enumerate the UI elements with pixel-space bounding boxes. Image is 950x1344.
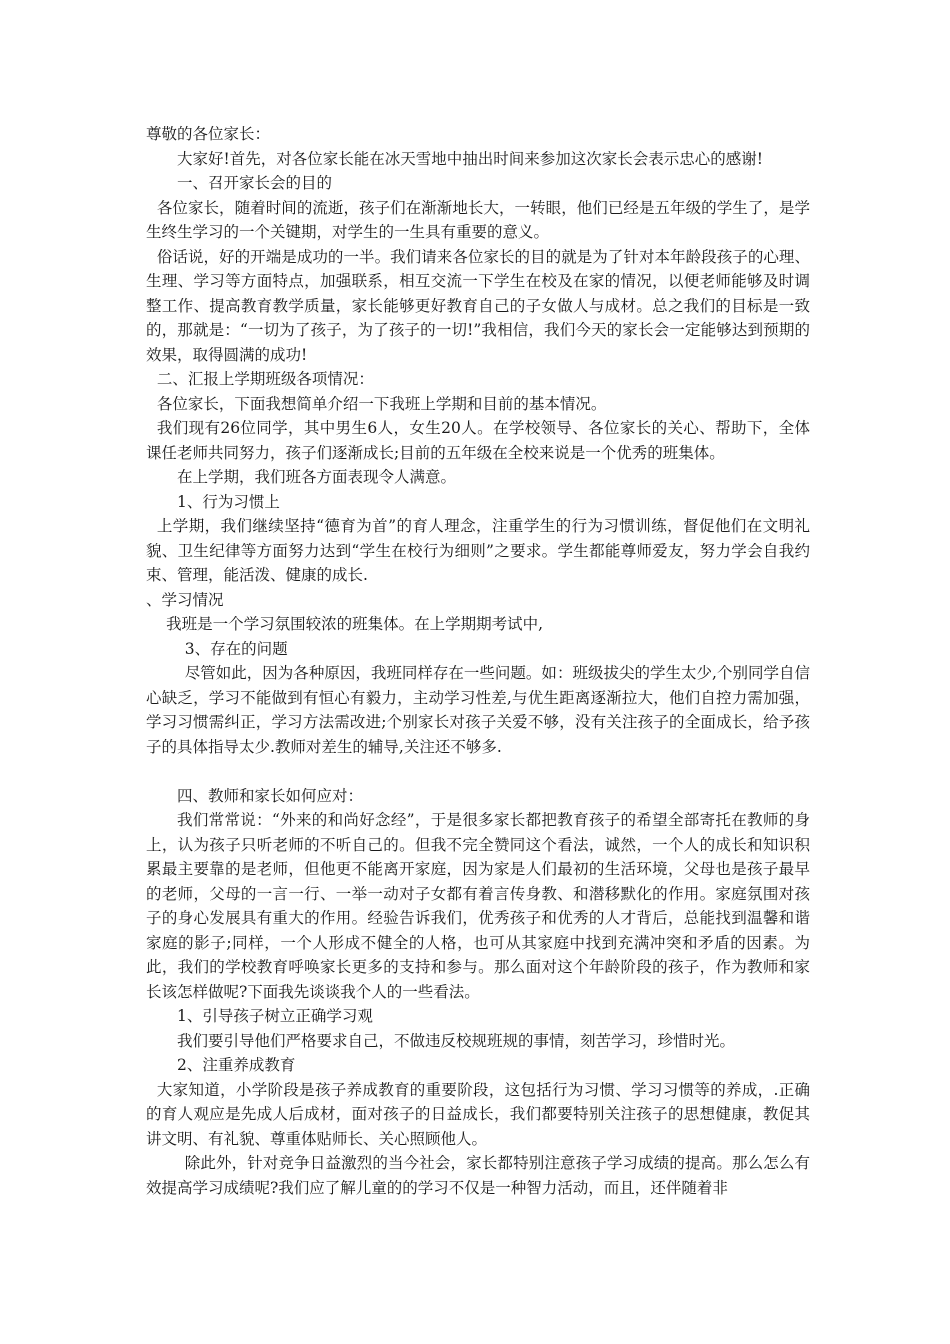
subheading-study: 、学习情况 [146,590,224,609]
paragraph: 我们要引导他们严格要求自己，不做违反校规班规的事情，刻苦学习，珍惜时光。 [177,1031,736,1050]
section-heading-response: 四、教师和家长如何应对： [177,786,364,805]
paragraph: 我班是一个学习氛围较浓的班集体。在上学期期考试中, [166,615,544,633]
subheading-habits: 2、注重养成教育 [177,1056,296,1074]
paragraph: 在上学期，我们班各方面表现令人满意。 [177,468,457,486]
paragraph: 俗话说，好的开端是成功的一半。我们请来各位家长的目的就是为了针对本年龄段孩子的心理、生理、学习等方面特点，加强联系，相互交流一下学生在校及在家的情况，以便老师能够及时调整工作、提高教育教学质量，家长能够更好教育自己的子女做人与成材。总之我们的目标是一致的，那就是：“一切为了孩子，为了孩子的一切!”我相信，我们今天的家长会一定能够达到预期的效果，取得圆满的成功! [146,247,810,364]
paragraph: 各位家长，下面我想简单介绍一下我班上学期和目前的基本情况。 [156,394,607,413]
paragraph: 我们常常说：“外来的和尚好念经”，于是很多家长都把教育孩子的希望全部寄托在教师的身上，认为孩子只听老师的不听自己的。但我不完全赞同这个看法，诚然，一个人的成长和知识积累最主要靠的是老师，但他更不能离开家庭，因为家是人们最初的生活环境，父母也是孩子最早的老师，父母的一言一行、一举一动对子女都有着言传身教、和潜移默化的作用。家庭氛围对孩子的身心发展具有重大的作用。经验告诉我们，优秀孩子和优秀的人才背后，总能找到温馨和谐家庭的影子;同样，一个人形成不健全的人格，也可从其家庭中找到充满冲突和矛盾的因素。为此，我们的学校教育呼唤家长更多的支持和参与。那么面对这个年龄阶段的孩子，作为教师和家长该怎样做呢?下面我先谈谈我个人的一些看法。 [146,811,810,1001]
paragraph: 我们现有26位同学，其中男生6人，女生20人。在学校领导、各位家长的关心、帮助下，全体课任老师共同努力，孩子们逐渐成长;目前的五年级在全校来说是一个优秀的班集体。 [146,419,810,462]
section-heading-purpose: 一、召开家长会的目的 [177,174,333,192]
paragraph: 大家知道，小学阶段是孩子养成教育的重要阶段，这包括行为习惯、学习习惯等的养成，.正确的育人观应是先成人后成材，面对孩子的日益成长，我们都要特别关注孩子的思想健康，教促其讲文明、有礼貌、尊重体贴师长、关心照顾他人。 [146,1080,810,1148]
document-page [146,122,810,1200]
section-heading-report: 二、汇报上学期班级各项情况： [156,370,374,388]
subheading-study-view: 1、引导孩子树立正确学习观 [177,1007,373,1025]
paragraph: 除此外，针对竞争日益激烈的当今社会，家长都特别注意孩子学习成绩的提高。那么怎么有效提高学习成绩呢?我们应了解儿童的的学习不仅是一种智力活动，而且，还伴随着非 [146,1154,810,1197]
paragraph: 上学期，我们继续坚持“德育为首”的育人理念，注重学生的行为习惯训练，督促他们在文明礼貌、卫生纪律等方面努力达到“学生在校行为细则”之要求。学生都能尊师爱友，努力学会自我约束、管理，能活泼、健康的成长. [146,517,810,584]
subheading-behavior: 1、行为习惯上 [177,492,280,511]
subheading-problems: 3、存在的问题 [184,639,288,658]
paragraph-greeting: 大家好!首先，对各位家长能在冰天雪地中抽出时间来参加这次家长会表示忠心的感谢! [177,149,763,168]
paragraph: 尽管如此，因为各种原因，我班同样存在一些问题。如：班级拔尖的学生太少,个别同学自信心缺乏，学习不能做到有恒心有毅力，主动学习性差,与优生距离逐渐拉大，他们自控力需加强，学习习惯需纠正，学习方法需改进;个别家长对孩子关爱不够，没有关注孩子的全面成长，给予孩子的具体指导太少.教师对差生的辅导,关注还不够多. [146,664,810,756]
paragraph: 各位家长，随着时间的流逝，孩子们在渐渐地长大，一转眼，他们已经是五年级的学生了，是学生终生学习的一个关键期，对学生的一生具有重要的意义。 [146,198,810,241]
blank-line [146,759,810,784]
salutation: 尊敬的各位家长： [146,125,271,143]
